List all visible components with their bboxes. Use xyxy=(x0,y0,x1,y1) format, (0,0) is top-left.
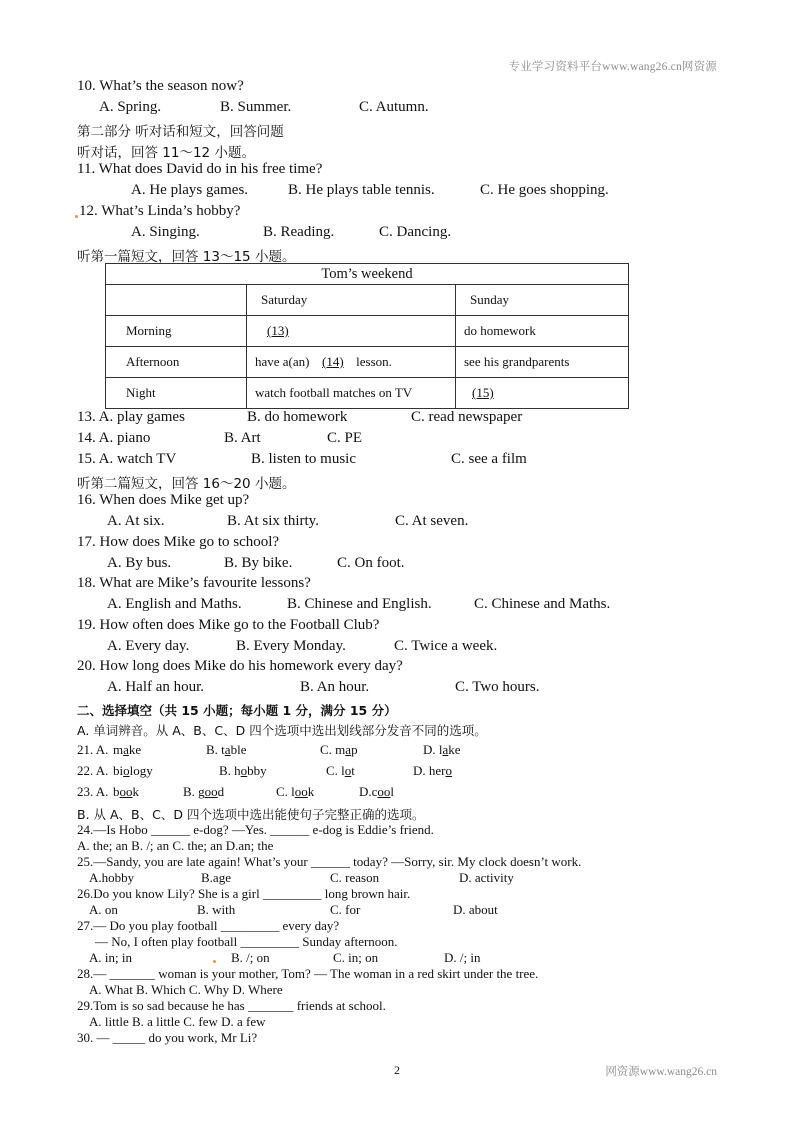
part-2-heading: 第二部分 听对话和短文，回答问题 xyxy=(77,124,284,140)
cell-saturday-night: watch football matches on TV xyxy=(247,378,456,409)
row-label-afternoon: Afternoon xyxy=(106,347,247,378)
question-16: 16. When does Mike get up? xyxy=(77,492,250,508)
q16-option-c: C. At seven. xyxy=(395,513,469,529)
q27-option-c: C. in; on xyxy=(333,950,379,965)
question-30: 30. — _____ do you work, Mr Li? xyxy=(77,1030,258,1045)
q23-option-a: book xyxy=(113,784,139,799)
q18-option-b: B. Chinese and English. xyxy=(287,596,432,612)
q22-option-d: D. hero xyxy=(413,763,452,778)
q24-options: A. the; an B. /; an C. the; an D.an; the xyxy=(77,838,274,853)
q19-option-c: C. Twice a week. xyxy=(394,638,498,654)
passage-2-instruction: 听第二篇短文，回答 16～20 小题。 xyxy=(77,476,296,492)
q11-option-c: C. He goes shopping. xyxy=(480,182,609,198)
section-a-instruction: A. 单词辨音。从 A、B、C、D 四个选项中选出划线部分发音不同的选项。 xyxy=(77,723,487,738)
cell-sunday-morning: do homework xyxy=(456,316,629,347)
q23-option-b: B. good xyxy=(183,784,225,799)
q23-option-d: D.cool xyxy=(359,784,395,799)
q22-option-c: C. lot xyxy=(326,763,355,778)
q23-option-c: C. look xyxy=(276,784,315,799)
table-header-saturday: Saturday xyxy=(247,285,456,316)
q26-option-d: D. about xyxy=(453,902,498,917)
q27-option-a: A. in; in xyxy=(89,950,132,965)
question-11: 11. What does David do in his free time? xyxy=(77,161,323,177)
q13-option-a: 13. A. play games xyxy=(77,409,185,425)
q17-option-b: B. By bike. xyxy=(224,555,293,571)
q21-option-a: make xyxy=(113,742,142,757)
question-19: 19. How often does Mike go to the Football Club? xyxy=(77,617,380,633)
table-row xyxy=(106,316,629,347)
q22-number: 22. A. xyxy=(77,763,109,778)
q15-option-a: 15. A. watch TV xyxy=(77,451,177,467)
q25-option-b: B.age xyxy=(201,870,231,885)
table-row xyxy=(106,378,629,409)
blank-15: (15) xyxy=(472,385,494,400)
question-27: 27.— Do you play football _________ every day? xyxy=(77,918,340,933)
q10-option-c: C. Autumn. xyxy=(359,99,429,115)
q19-option-b: B. Every Monday. xyxy=(236,638,346,654)
question-24: 24.—Is Hobo ______ e-dog? —Yes. ______ e-dog is Eddie’s friend. xyxy=(77,822,434,837)
table-header-sunday: Sunday xyxy=(456,285,629,316)
q23-number: 23. A. xyxy=(77,784,109,799)
blank-14: (14) xyxy=(322,354,344,369)
question-25: 25.—Sandy, you are late again! What’s your ______ today? —Sorry, sir. My clock doesn’t work. xyxy=(77,854,582,869)
orange-dot-mark xyxy=(213,960,216,963)
q14-option-c: C. PE xyxy=(327,430,363,446)
question-29: 29.Tom is so sad because he has _______ friends at school. xyxy=(77,998,386,1013)
q26-option-b: B. with xyxy=(197,902,236,917)
cell-sunday-night xyxy=(456,378,629,409)
question-28: 28.— _______ woman is your mother, Tom? — The woman in a red skirt under the tree. xyxy=(77,966,539,981)
q18-option-a: A. English and Maths. xyxy=(107,596,242,612)
q20-option-a: A. Half an hour. xyxy=(107,679,205,695)
cell-sunday-afternoon: see his grandparents xyxy=(456,347,629,378)
q19-option-a: A. Every day. xyxy=(107,638,190,654)
q25-option-c: C. reason xyxy=(330,870,380,885)
question-17: 17. How does Mike go to school? xyxy=(77,534,280,550)
q17-option-c: C. On foot. xyxy=(337,555,405,571)
section-2-heading: 二、选择填空（共 15 小题；每小题 1 分，满分 15 分） xyxy=(77,703,397,718)
header-site: 专业学习资料平台www.wang26.cn网资源 xyxy=(508,61,717,73)
q21-number: 21. A. xyxy=(77,742,109,757)
q15-option-c: C. see a film xyxy=(451,451,527,467)
afternoon-text-post: lesson. xyxy=(356,354,392,369)
row-label-morning: Morning xyxy=(106,316,247,347)
q20-option-c: C. Two hours. xyxy=(455,679,540,695)
q10-option-a: A. Spring. xyxy=(99,99,162,115)
q18-option-c: C. Chinese and Maths. xyxy=(474,596,611,612)
q26-option-c: C. for xyxy=(330,902,361,917)
q25-option-d: D. activity xyxy=(459,870,514,885)
question-20: 20. How long does Mike do his homework every day? xyxy=(77,658,403,674)
q20-option-b: B. An hour. xyxy=(300,679,370,695)
q17-option-a: A. By bus. xyxy=(107,555,172,571)
page-number: 2 xyxy=(394,1063,400,1077)
passage-1-instruction: 听第一篇短文，回答 13～15 小题。 xyxy=(77,249,296,265)
q27-option-b: B. /; on xyxy=(231,950,270,965)
footer-site: 网资源www.wang26.cn xyxy=(605,1066,717,1078)
section-b-instruction: B. 从 A、B、C、D 四个选项中选出能使句子完整正确的选项。 xyxy=(77,807,425,822)
table-title: Tom’s weekend xyxy=(106,264,629,285)
table-row xyxy=(106,347,629,378)
q10-option-b: B. Summer. xyxy=(220,99,292,115)
table-header-blank xyxy=(106,285,247,316)
dialogue-instruction: 听对话，回答 11～12 小题。 xyxy=(77,145,255,161)
q12-option-b: B. Reading. xyxy=(263,224,335,240)
cell-saturday-morning xyxy=(247,316,456,347)
q14-option-b: B. Art xyxy=(224,430,261,446)
orange-dot-mark xyxy=(75,215,78,218)
question-27-response: — No, I often play football _________ Sunday afternoon. xyxy=(95,934,398,949)
q22-option-a: biology xyxy=(113,763,153,778)
toms-weekend-table xyxy=(105,263,629,409)
q16-option-a: A. At six. xyxy=(107,513,165,529)
q11-option-b: B. He plays table tennis. xyxy=(288,182,435,198)
blank-13: (13) xyxy=(267,323,289,338)
q13-option-c: C. read newspaper xyxy=(411,409,523,425)
q28-options: A. What B. Which C. Why D. Where xyxy=(89,982,283,997)
question-26: 26.Do you know Lily? She is a girl _________ long brown hair. xyxy=(77,886,411,901)
question-12: 12. What’s Linda’s hobby? xyxy=(79,203,241,219)
q12-option-c: C. Dancing. xyxy=(379,224,452,240)
q12-option-a: A. Singing. xyxy=(131,224,200,240)
q27-option-d: D. /; in xyxy=(444,950,481,965)
cell-saturday-afternoon xyxy=(247,347,456,378)
q15-option-b: B. listen to music xyxy=(251,451,356,467)
q21-option-d: D. lake xyxy=(423,742,461,757)
q25-option-a: A.hobby xyxy=(89,870,135,885)
question-18: 18. What are Mike’s favourite lessons? xyxy=(77,575,311,591)
afternoon-text-pre: have a(an) xyxy=(255,354,310,369)
question-10: 10. What’s the season now? xyxy=(77,78,244,94)
row-label-night: Night xyxy=(106,378,247,409)
q11-option-a: A. He plays games. xyxy=(131,182,249,198)
q29-options: A. little B. a little C. few D. a few xyxy=(89,1014,266,1029)
q14-option-a: 14. A. piano xyxy=(77,430,151,446)
q13-option-b: B. do homework xyxy=(247,409,348,425)
q16-option-b: B. At six thirty. xyxy=(227,513,319,529)
q26-option-a: A. on xyxy=(89,902,118,917)
q21-option-b: B. table xyxy=(206,742,247,757)
q21-option-c: C. map xyxy=(320,742,358,757)
q22-option-b: B. hobby xyxy=(219,763,267,778)
